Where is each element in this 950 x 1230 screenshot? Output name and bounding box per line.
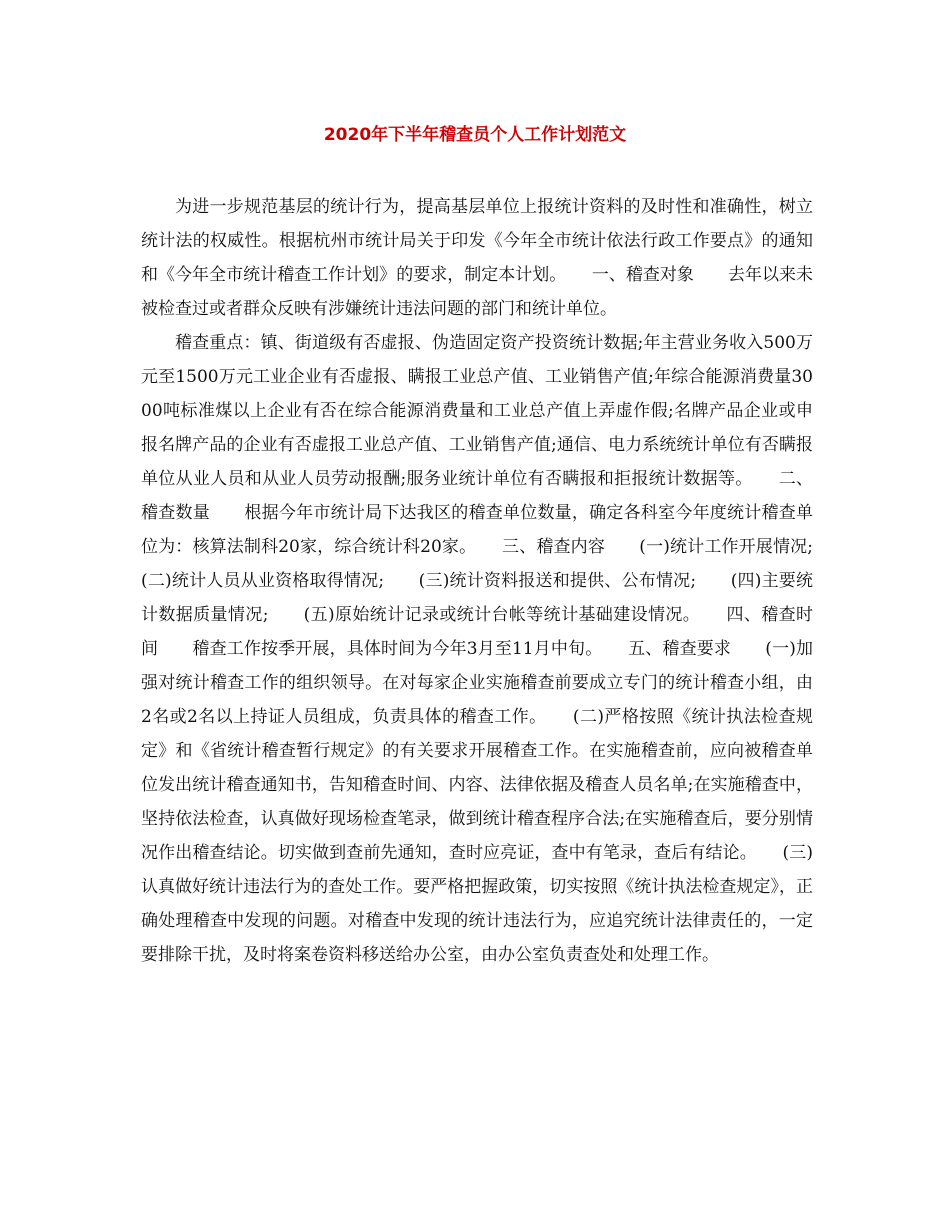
document-title: 2020年下半年稽查员个人工作计划范文 xyxy=(323,125,627,145)
paragraph-main: 稽查重点：镇、街道级有否虚报、伪造固定资产投资统计数据;年主营业务收入500万元至1500万元工业企业有否虚报、瞒报工业总产值、工业销售产值;年综合能源消费量3000吨标准煤以上企业有否在综合能源消费量和工业总产值上弄虚作假;名牌产品企业或申报名牌产品的企业有否虚报工业总产值、工业销售产值;通信、电力系统统计单位有否瞒报单位从业人员和从业人员劳动报酬;服务业统计单位有否瞒报和拒报统计数据等。 二、稽查数量 根据今年市统计局下达我区的稽查单位数量，确定各科室今年度统计稽查单位为：核算法制科20家，综合统计科20家。 三、稽查内容 (一)统计工作开展情况; (二)统计人员从业资格取得情况; (三)统计资料报送和提供、公布情况; (四)主要统计数据质量情况; (五)原始统计记录或统计台帐等统计基础建设情况。 四、稽查时间 稽查工作按季开展，具体时间为今年3月至11月中旬。 五、稽查要求 (一)加强对统计稽查工作的组织领导。在对每家企业实施稽查前要成立专门的统计稽查小组，由2名或2名以上持证人员组成，负责具体的稽查工作。 (二)严格按照《统计执法检查规定》和《省统计稽查暂行规定》的有关要求开展稽查工作。在实施稽查前，应向被稽查单位发出统计稽查通知书，告知稽查时间、内容、法律依据及稽查人员名单;在实施稽查中，坚持依法检查，认真做好现场检查笔录，做到统计稽查程序合法;在实施稽查后，要分别情况作出稽查结论。切实做到查前先通知，查时应亮证，查中有笔录，查后有结论。 (三)认真做好统计违法行为的查处工作。要严格把握政策，切实按照《统计执法检查规定》，正确处理稽查中发现的问题。对稽查中发现的统计违法行为，应追究统计法律责任的，一定要排除干扰，及时将案卷资料移送给办公室，由办公室负责查处和处理工作。 xyxy=(141,333,847,965)
document-body xyxy=(141,190,847,972)
paragraph-intro: 为进一步规范基层的统计行为，提高基层单位上报统计资料的及时性和准确性，树立统计法的权威性。根据杭州市统计局关于印发《今年全市统计依法行政工作要点》的通知和《今年全市统计稽查工作计划》的要求，制定本计划。 一、稽查对象 去年以来未被检查过或者群众反映有涉嫌统计违法问题的部门和统计单位。 xyxy=(141,197,813,319)
